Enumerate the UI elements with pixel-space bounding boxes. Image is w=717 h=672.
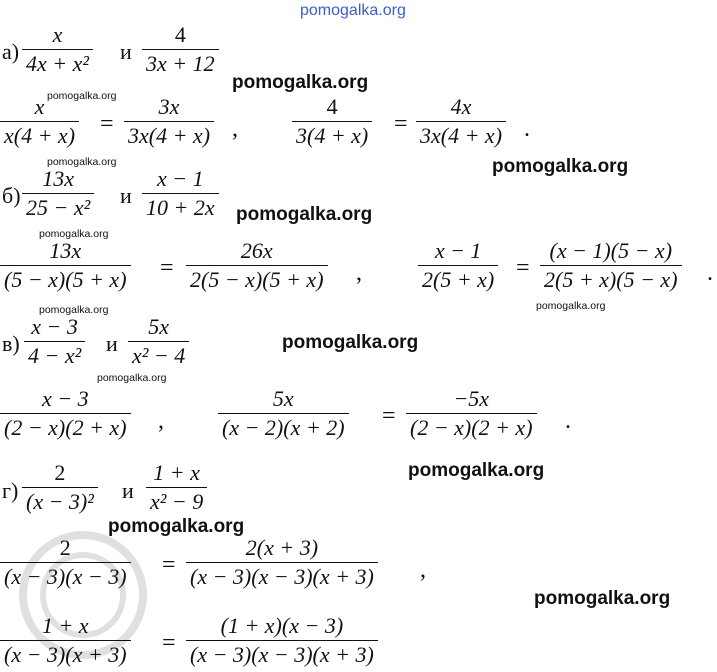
watermark: pomogalka.org — [232, 72, 369, 93]
fraction-c-r2 — [218, 388, 349, 439]
period: . — [707, 260, 713, 286]
equals-sign: = — [394, 111, 408, 137]
equals-sign: = — [100, 111, 114, 137]
watermark: pomogalka.org — [492, 156, 629, 177]
fraction-a-r4 — [416, 96, 506, 147]
fraction-a-r1 — [0, 96, 79, 147]
numerator: 2 — [54, 460, 66, 485]
label-d: г) — [2, 478, 19, 503]
denominator: 2(5 + x) — [418, 265, 498, 291]
equals-sign: = — [162, 552, 176, 578]
denominator: (x − 3)(x + 3) — [0, 640, 131, 666]
fraction-a1 — [22, 24, 93, 75]
denominator: 4x + x² — [22, 49, 93, 75]
fraction-d-r1 — [0, 537, 131, 588]
equals-sign: = — [516, 255, 530, 281]
numerator: 4x — [450, 94, 472, 119]
denominator: (x − 3)(x − 3)(x + 3) — [186, 562, 378, 588]
denominator: x² − 9 — [146, 487, 207, 513]
fraction-d1 — [22, 462, 98, 513]
denominator: 4 − x² — [24, 341, 85, 367]
numerator: −5x — [453, 386, 490, 411]
watermark-small: pomogalka.org — [47, 90, 117, 102]
denominator: 3x + 12 — [142, 49, 219, 75]
fraction-b-r2 — [186, 240, 328, 291]
period: . — [524, 116, 530, 142]
numerator: 1 + x — [153, 460, 200, 485]
label-a: а) — [2, 39, 20, 64]
fraction-d-r2 — [186, 537, 378, 588]
fraction-d-r4 — [186, 615, 378, 666]
watermark: pomogalka.org — [236, 204, 373, 225]
denominator: (x − 3)(x − 3)(x + 3) — [186, 640, 378, 666]
fraction-c-r1 — [0, 388, 131, 439]
fraction-a2 — [142, 24, 219, 75]
numerator: 1 + x — [41, 613, 89, 638]
denominator: x(4 + x) — [0, 121, 79, 147]
fraction-a-r2 — [124, 96, 214, 147]
fraction-b-r1 — [0, 240, 131, 291]
watermark-small: pomogalka.org — [39, 228, 109, 240]
denominator: 3x(4 + x) — [416, 121, 506, 147]
watermark-small: pomogalka.org — [97, 372, 167, 384]
denominator: (2 − x)(2 + x) — [0, 413, 131, 439]
numerator: x — [34, 94, 45, 119]
fraction-b-r3 — [418, 240, 498, 291]
numerator: 3x — [158, 94, 180, 119]
denominator: 3(4 + x) — [292, 121, 372, 147]
fraction-c2 — [128, 316, 189, 367]
watermark-small: pomogalka.org — [536, 300, 606, 312]
conjunction: и — [122, 478, 134, 503]
comma: , — [356, 260, 362, 286]
numerator: 13x — [42, 166, 74, 191]
fraction-c-r3 — [406, 388, 537, 439]
label-b: б) — [2, 183, 21, 208]
equals-sign: = — [382, 403, 396, 429]
numerator: 4 — [174, 22, 186, 47]
numerator: 5x — [148, 314, 169, 339]
numerator: x − 3 — [31, 314, 78, 339]
fraction-a-r3 — [292, 96, 372, 147]
denominator: (2 − x)(2 + x) — [406, 413, 537, 439]
watermark-small: pomogalka.org — [39, 304, 109, 316]
watermark: pomogalka.org — [408, 460, 545, 481]
denominator: (x − 3)(x − 3) — [0, 562, 131, 588]
fraction-b2 — [142, 168, 219, 219]
denominator: 3x(4 + x) — [124, 121, 214, 147]
numerator: 26x — [240, 238, 273, 263]
conjunction: и — [106, 331, 118, 356]
equals-sign: = — [162, 630, 176, 656]
numerator: x — [52, 22, 63, 47]
numerator: 4 — [326, 94, 338, 119]
denominator: 10 + 2x — [142, 193, 219, 219]
denominator: 25 − x² — [22, 193, 94, 219]
denominator: x² − 4 — [128, 341, 189, 367]
denominator: 2(5 + x)(5 − x) — [540, 265, 682, 291]
conjunction: и — [120, 39, 132, 64]
comma: , — [158, 408, 164, 434]
fraction-b1 — [22, 168, 94, 219]
denominator: (x − 2)(x + 2) — [218, 413, 349, 439]
fraction-d-r3 — [0, 615, 131, 666]
watermark-small: pomogalka.org — [47, 156, 117, 168]
numerator: x − 3 — [41, 386, 89, 411]
numerator: (1 + x)(x − 3) — [220, 613, 344, 638]
numerator: 5x — [272, 386, 294, 411]
period: . — [565, 408, 571, 434]
fraction-c1 — [24, 316, 85, 367]
numerator: 13x — [49, 238, 82, 263]
label-c: в) — [2, 331, 20, 356]
numerator: 2(x + 3) — [245, 535, 319, 560]
watermark: pomogalka.org — [108, 516, 245, 537]
denominator: (5 − x)(5 + x) — [0, 265, 131, 291]
conjunction: и — [120, 183, 132, 208]
equals-sign: = — [160, 255, 174, 281]
numerator: 2 — [59, 535, 71, 560]
watermark: pomogalka.org — [534, 588, 671, 609]
fraction-d2 — [146, 462, 207, 513]
comma: , — [420, 557, 426, 583]
comma: , — [232, 116, 238, 142]
numerator: x − 1 — [157, 166, 204, 191]
watermark: pomogalka.org — [282, 332, 419, 353]
site-watermark-top: pomogalka.org — [300, 2, 406, 19]
fraction-b-r4 — [540, 240, 682, 291]
denominator: 2(5 − x)(5 + x) — [186, 265, 328, 291]
numerator: x − 1 — [434, 238, 482, 263]
denominator: (x − 3)² — [22, 487, 98, 513]
numerator: (x − 1)(5 − x) — [549, 238, 673, 263]
